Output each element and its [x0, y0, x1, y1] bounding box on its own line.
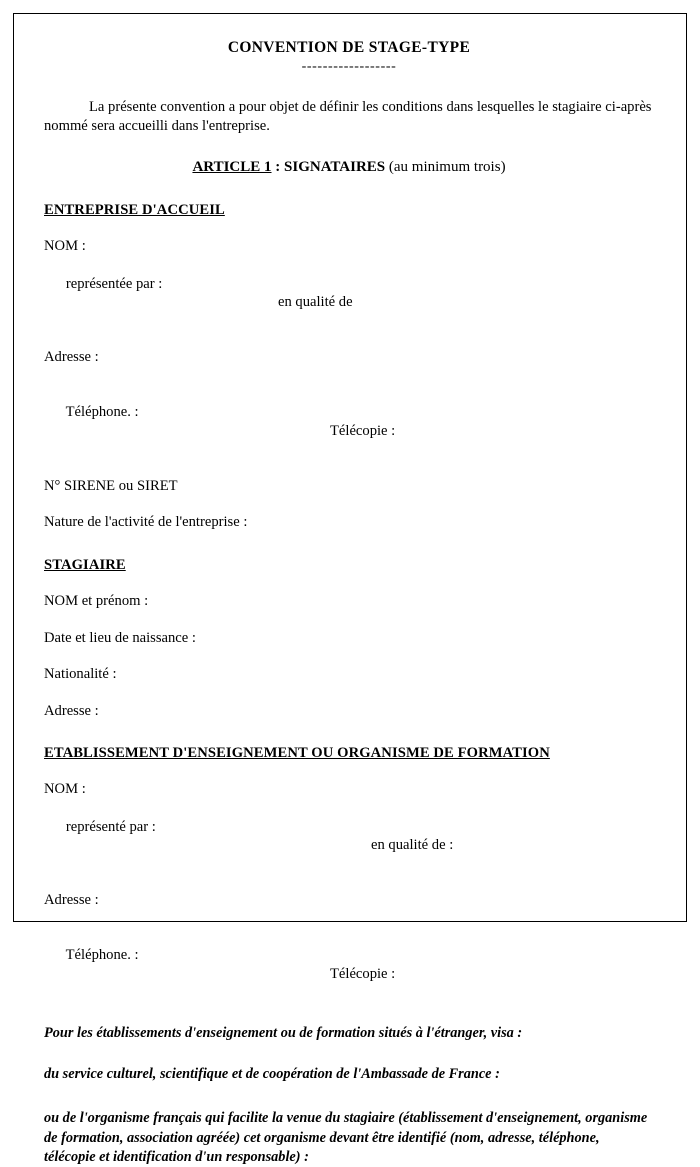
field-etablissement-telephone-row — [44, 928, 654, 1002]
note-organisme-francais: ou de l'organisme français qui facilite la venue du stagiaire (établissement d'enseignement, organisme de formation, association agréée) cet organisme devant être identifié (nom, adresse, téléphone, télécopie et identification d'un responsable) : — [44, 1110, 648, 1165]
field-etablissement-telephone-label: Téléphone. : — [65, 947, 139, 964]
field-entreprise-nom: NOM : — [44, 238, 86, 255]
field-etablissement-adresse: Adresse : — [44, 892, 99, 909]
field-etablissement-represente-row — [44, 799, 654, 873]
field-etablissement-qualite-label: en qualité de : — [371, 837, 454, 854]
field-stagiaire-date-lieu-naissance: Date et lieu de naissance : — [44, 629, 196, 646]
field-entreprise-adresse: Adresse : — [44, 349, 99, 366]
field-entreprise-telephone-row — [44, 385, 654, 459]
section-heading-etablissement: ETABLISSEMENT D'ENSEIGNEMENT OU ORGANISME DE FORMATION — [44, 745, 550, 762]
field-etablissement-nom: NOM : — [44, 781, 86, 798]
intro-paragraph: La présente convention a pour objet de définir les conditions dans lesquelles le stagiaire ci-après nommé sera accueilli dans l'entreprise. — [44, 98, 652, 135]
field-entreprise-qualite-label: en qualité de — [278, 294, 353, 311]
field-entreprise-representee-row — [44, 256, 654, 330]
field-entreprise-telephone-label: Téléphone. : — [65, 404, 139, 421]
note-visa-etranger: Pour les établissements d'enseignement ou de formation situés à l'étranger, visa : — [44, 1024, 523, 1041]
article-1-heading — [44, 158, 654, 177]
article-number: ARTICLE 1 — [192, 159, 272, 176]
document-title: CONVENTION DE STAGE-TYPE — [227, 39, 471, 56]
title-divider: ------------------ — [301, 58, 397, 74]
field-stagiaire-nom-prenom: NOM et prénom : — [44, 593, 149, 610]
section-heading-stagiaire: STAGIAIRE — [44, 556, 126, 573]
article-note: (au minimum trois) — [385, 159, 506, 176]
field-entreprise-sirene: N° SIRENE ou SIRET — [44, 477, 178, 494]
field-entreprise-nature-activite: Nature de l'activité de l'entreprise : — [44, 514, 248, 531]
article-title: : SIGNATAIRES — [271, 159, 386, 176]
document-content — [13, 13, 687, 1165]
section-heading-entreprise: ENTREPRISE D'ACCUEIL — [44, 202, 225, 219]
field-etablissement-represente-label: représenté par : — [65, 818, 156, 835]
field-etablissement-telecopie-label: Télécopie : — [330, 965, 396, 982]
field-stagiaire-adresse: Adresse : — [44, 702, 99, 719]
field-entreprise-telecopie-label: Télécopie : — [330, 422, 396, 439]
field-stagiaire-nationalite: Nationalité : — [44, 666, 117, 683]
note-service-culturel: du service culturel, scientifique et de coopération de l'Ambassade de France : — [44, 1066, 500, 1083]
field-entreprise-representee-label: représentée par : — [65, 275, 163, 292]
